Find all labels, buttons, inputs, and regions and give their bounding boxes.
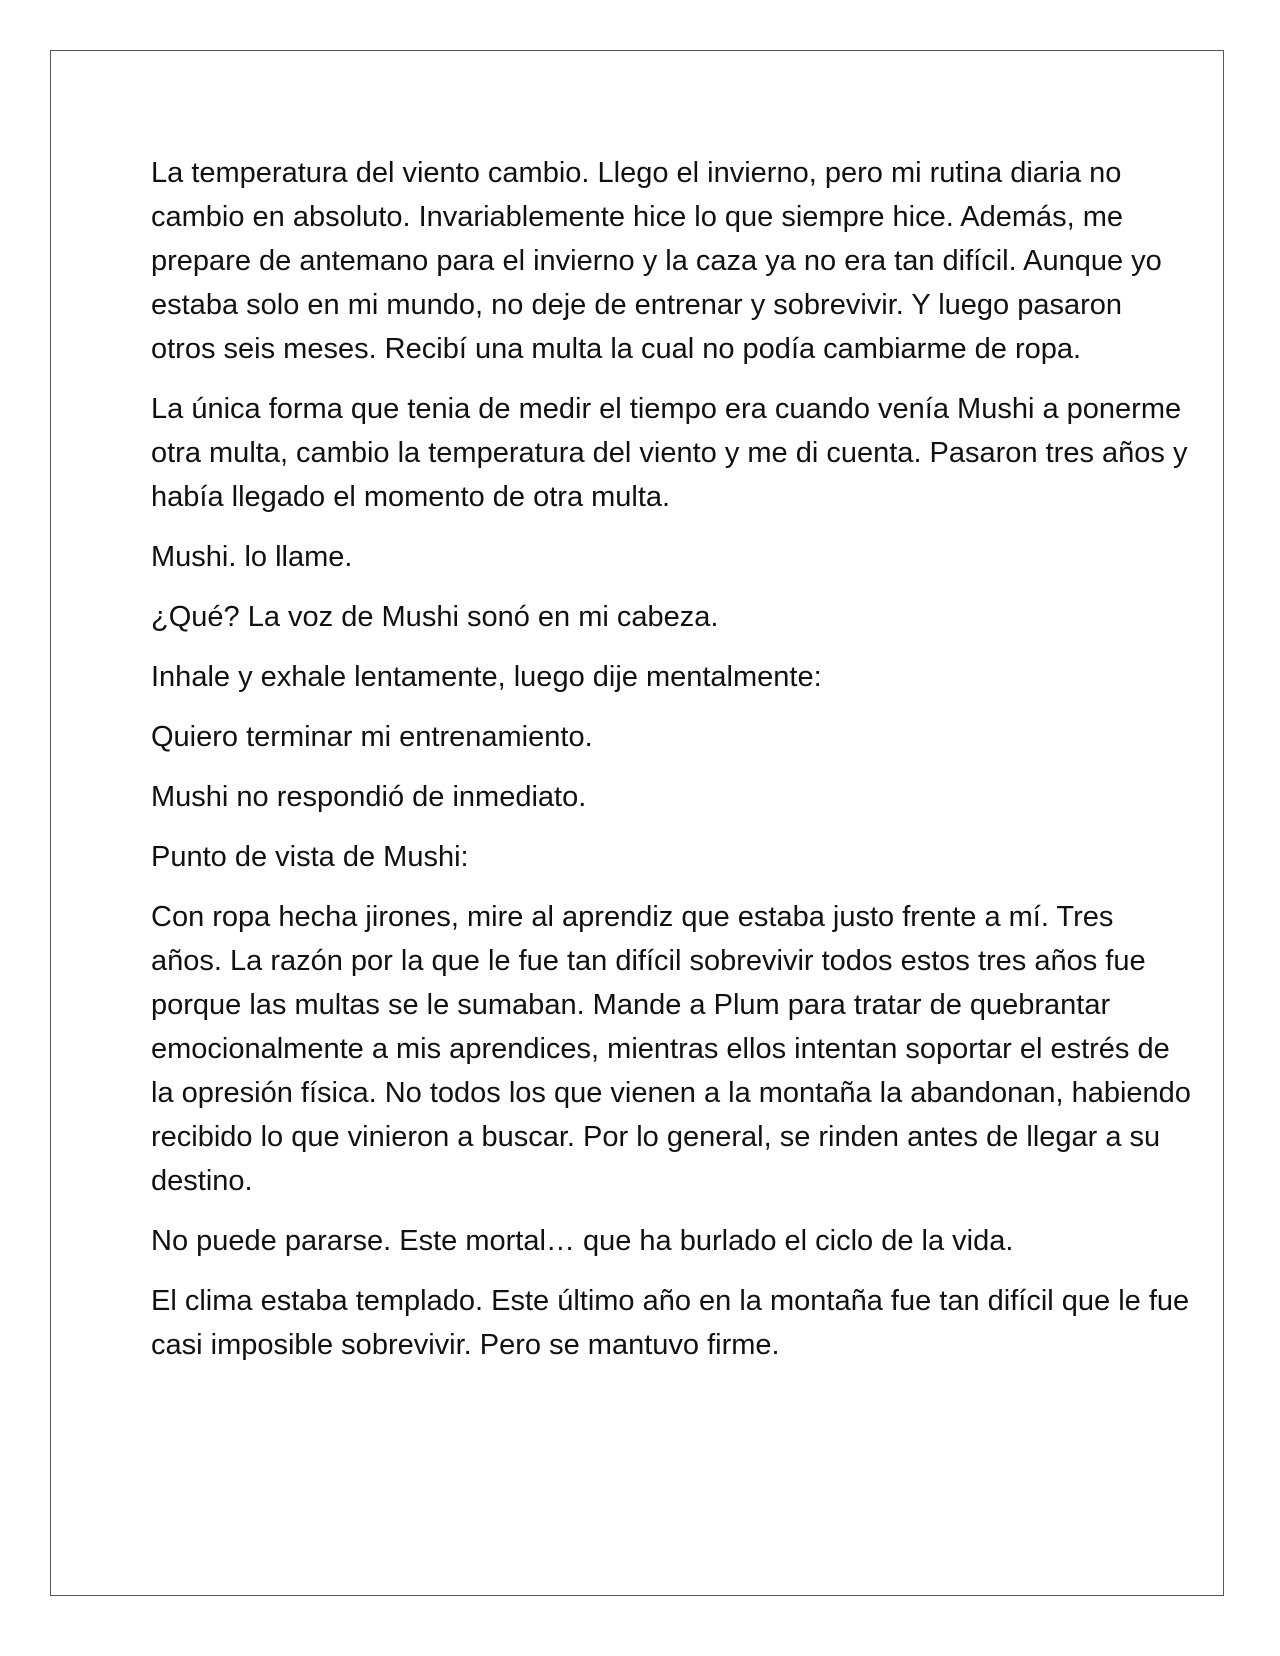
paragraph-4: ¿Qué? La voz de Mushi sonó en mi cabeza. bbox=[151, 601, 719, 633]
paragraph-5: Inhale y exhale lentamente, luego dije mentalmente: bbox=[151, 661, 822, 693]
paragraph-8: Punto de vista de Mushi: bbox=[151, 841, 469, 873]
paragraph-11: El clima estaba templado. Este último año en la montaña fue tan difícil que le fue casi imposible sobrevivir. Pero se mantuvo firme. bbox=[151, 1285, 1190, 1361]
paragraph-6: Quiero terminar mi entrenamiento. bbox=[151, 721, 593, 753]
paragraph-2: La única forma que tenia de medir el tiempo era cuando venía Mushi a ponerme otra multa, cambio la temperatura del viento y me di cuenta. Pasaron tres años y había llegado el momento de otra multa. bbox=[151, 393, 1188, 513]
paragraph-3: Mushi. lo llame. bbox=[151, 541, 353, 573]
paragraph-9: Con ropa hecha jirones, mire al aprendiz que estaba justo frente a mí. Tres años. La razón por la que le fue tan difícil sobrevivir todos estos tres años fue porque las multas se le sumaban. Mande a Plum para tratar de quebrantar emocionalmente a mis aprendices, mientras ellos intentan soportar el estrés de la opresión física. No todos los que vienen a la montaña la abandonan, habiendo recibido lo que vinieron a buscar. Por lo general, se rinden antes de llegar a su destino. bbox=[151, 901, 1191, 1197]
page-content bbox=[151, 151, 1191, 1383]
paragraph-10: No puede pararse. Este mortal… que ha burlado el ciclo de la vida. bbox=[151, 1225, 1014, 1257]
page-frame bbox=[50, 50, 1224, 1596]
paragraph-7: Mushi no respondió de inmediato. bbox=[151, 781, 587, 813]
paragraph-1: La temperatura del viento cambio. Llego el invierno, pero mi rutina diaria no cambio en absoluto. Invariablemente hice lo que siempre hice. Además, me prepare de antemano para el invierno y la caza ya no era tan difícil. Aunque yo estaba solo en mi mundo, no deje de entrenar y sobrevivir. Y luego pasaron otros seis meses. Recibí una multa la cual no podía cambiarme de ropa. bbox=[151, 157, 1162, 365]
